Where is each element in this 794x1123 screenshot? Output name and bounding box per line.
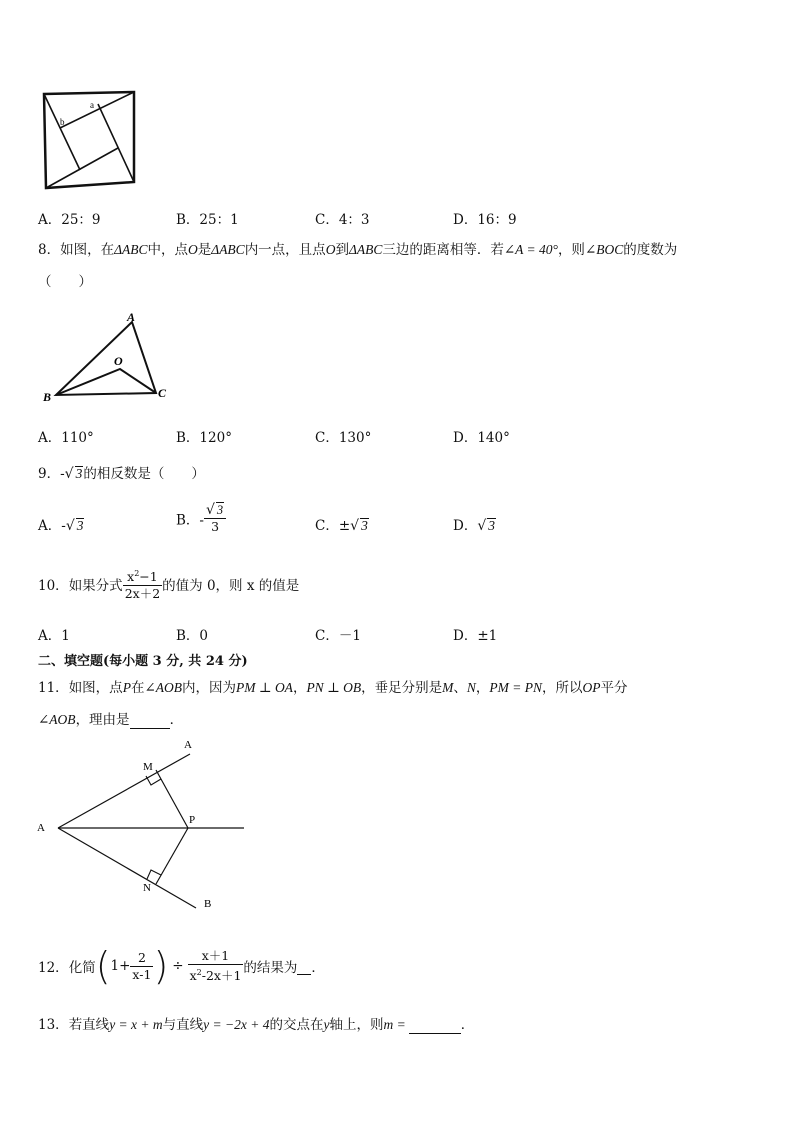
- fraction-denominator: [188, 965, 244, 984]
- q11-label-n: N: [143, 882, 151, 894]
- q7-segment: [44, 94, 80, 170]
- q10-stem: [38, 566, 299, 602]
- q11-text: ，所以: [542, 680, 583, 696]
- q12-den-exp: 2: [196, 968, 202, 977]
- q13-math: m =: [383, 1017, 406, 1032]
- q9-option-d-radicand: 3: [488, 518, 495, 533]
- q11-text: 、: [453, 680, 467, 696]
- q8-paren: （ ）: [38, 274, 92, 290]
- q13-text: 若直线: [68, 1017, 110, 1033]
- q8-text: 到: [335, 242, 349, 258]
- q9-option-d-prefix: D．: [453, 518, 478, 534]
- q12-answer-blank[interactable]: [297, 958, 311, 975]
- q8-label-a: A: [127, 310, 136, 324]
- q8-option-c[interactable]: C．130°: [315, 430, 372, 446]
- q13-answer-blank[interactable]: [409, 1017, 461, 1034]
- q9-radicand: 3: [75, 466, 83, 481]
- q8-math: ΔABC: [114, 242, 148, 257]
- q12-fraction: [188, 948, 244, 984]
- q11-math: PN ⊥ OB: [306, 680, 362, 695]
- radical-sign: √: [65, 518, 75, 534]
- q11-text: ，垂足分别是: [361, 680, 443, 696]
- q11-math: M: [442, 680, 454, 695]
- left-paren: (: [95, 944, 111, 989]
- radical-sign: √: [64, 466, 74, 482]
- q8-number: 8．: [38, 242, 61, 258]
- q8-text: 中，点: [147, 242, 189, 258]
- q8-text: 内一点，且点: [244, 242, 326, 258]
- q7-label-a: a: [90, 100, 94, 110]
- fraction-denominator: 3: [211, 519, 220, 534]
- q11-text: ，: [292, 680, 307, 696]
- q12-number: 12．: [38, 960, 69, 977]
- q9-text: 的相反数是（ ）: [83, 466, 205, 482]
- q8-label-b: B: [43, 390, 52, 404]
- q13-text: ．: [460, 1017, 475, 1033]
- q11-math: PM ⊥ OA: [236, 680, 293, 695]
- q12-divide: ÷: [172, 958, 184, 975]
- radical-sign: √: [350, 518, 360, 534]
- q11-math: PM = PN: [489, 680, 543, 695]
- q10-option-c[interactable]: C．－1: [315, 628, 361, 644]
- q11-figure: [30, 732, 250, 914]
- q7-outer-square: [44, 92, 134, 188]
- q7-segment: [46, 148, 118, 188]
- q9-option-c-radicand: 3: [361, 518, 368, 533]
- q13-stem: [38, 1013, 474, 1034]
- fraction-denominator: 2x＋2: [124, 586, 161, 602]
- q13-math: y = x + m: [109, 1017, 163, 1032]
- q11-text: 如图，点: [68, 680, 123, 696]
- q10-option-b[interactable]: B．0: [176, 628, 209, 644]
- q12-one-plus: 1+: [110, 958, 131, 975]
- q8-text: 如图，在: [60, 242, 115, 258]
- q9-option-b-fraction: [204, 502, 226, 535]
- q12-inner-fraction: [130, 950, 153, 983]
- q8-text: ，则: [557, 242, 585, 258]
- radical-sign: √: [205, 502, 215, 518]
- q8-label-c: C: [158, 386, 167, 400]
- q8-math: ∠BOC: [584, 242, 624, 257]
- q8-text: 的度数为: [623, 242, 678, 258]
- q11-math: OP: [582, 680, 601, 695]
- q12-stem: [38, 944, 325, 989]
- q9-option-d[interactable]: [453, 514, 496, 534]
- q13-text: 与直线: [162, 1017, 204, 1033]
- q8-option-a[interactable]: A．110°: [38, 430, 94, 446]
- q11-label-a-top: A: [184, 739, 192, 751]
- q9-option-b-radicand: 3: [216, 503, 224, 517]
- q10-text: 如果分式: [68, 578, 123, 595]
- q11-math: P: [122, 680, 131, 695]
- fraction-numerator: 2: [130, 950, 153, 967]
- q11-math: ∠AOB: [38, 712, 76, 727]
- q12-text: 化简: [68, 960, 96, 977]
- fraction-numerator: [123, 566, 162, 586]
- right-paren: ): [153, 944, 169, 989]
- fraction-numerator: [204, 502, 226, 519]
- fraction-numerator: x＋1: [188, 948, 244, 965]
- q10-option-d[interactable]: D．±1: [453, 628, 498, 644]
- q11-label-m: M: [143, 761, 153, 773]
- q7-option-c[interactable]: C．4：3: [315, 212, 370, 228]
- q11-text: ．: [169, 712, 184, 728]
- q9-option-c[interactable]: [315, 514, 369, 534]
- q8-math: O: [325, 242, 336, 257]
- q12-den-rest: -2x＋1: [201, 968, 242, 984]
- q13-text: 的交点在: [269, 1017, 324, 1033]
- q7-figure: [40, 88, 140, 192]
- q10-num-x: x: [127, 569, 135, 585]
- section-title: 二、填空题(每小题 3 分, 共 24 分): [38, 654, 248, 669]
- q8-math: ΔABC: [211, 242, 245, 257]
- q8-bisectors: [56, 369, 156, 395]
- q11-stem-line2: [38, 708, 183, 729]
- q8-label-o: O: [114, 354, 123, 368]
- q11-number: 11．: [38, 680, 69, 696]
- q7-option-d[interactable]: D．16：9: [453, 212, 517, 228]
- q13-math: y: [323, 1017, 330, 1032]
- q13-math: y = −2x + 4: [203, 1017, 270, 1032]
- q10-num-exp: 2: [134, 569, 140, 578]
- q13-text: 轴上，则: [329, 1017, 384, 1033]
- q13-number: 13．: [38, 1017, 69, 1033]
- q7-segment: [60, 92, 134, 128]
- q8-text: 是: [197, 242, 212, 258]
- q8-option-b[interactable]: B．120°: [176, 430, 232, 446]
- q11-stem: [38, 676, 628, 696]
- q9-option-a-radicand: 3: [76, 518, 84, 533]
- q10-option-a[interactable]: A．1: [38, 628, 70, 644]
- q11-math: N: [466, 680, 476, 695]
- q11-text: ，理由是: [75, 712, 130, 728]
- q11-label-b: B: [204, 898, 212, 910]
- q11-label-a-left: A: [37, 822, 45, 834]
- q8-math: ΔABC: [348, 242, 383, 257]
- q11-math: ∠AOB: [144, 680, 182, 695]
- q8-math: ∠A = 40°: [503, 242, 558, 257]
- radical-sign: √: [477, 518, 487, 534]
- q10-text: 的值为 0，则 x 的值是: [162, 578, 300, 595]
- q8-stem: [38, 238, 677, 258]
- q9-option-a[interactable]: [38, 514, 84, 534]
- q9-minus: -: [60, 466, 65, 482]
- q12-text: ．: [311, 960, 325, 977]
- q9-stem: [38, 462, 205, 482]
- q11-text: ，: [475, 680, 490, 696]
- q10-num-rest: −1: [139, 569, 158, 585]
- q9-option-c-prefix: C．±: [315, 518, 351, 534]
- q7-option-a[interactable]: A．25：9: [38, 212, 101, 228]
- q10-fraction: [123, 566, 162, 602]
- q8-figure: [40, 305, 180, 405]
- q7-segment: [98, 104, 134, 182]
- q8-math: O: [188, 242, 198, 257]
- q9-option-b-prefix: B．-: [176, 512, 204, 529]
- q11-text: 内，因为: [182, 680, 236, 696]
- q9-number: 9．: [38, 466, 61, 482]
- q9-option-a-prefix: A．-: [38, 518, 66, 534]
- q11-answer-blank[interactable]: [130, 712, 170, 729]
- q12-den-x: x: [189, 968, 197, 984]
- q11-right-angle-n: [147, 870, 161, 879]
- q8-option-d[interactable]: D．140°: [453, 430, 510, 446]
- q11-ray-oa: [58, 754, 190, 828]
- q11-segment-pn: [156, 828, 188, 884]
- q11-ray-ob: [58, 828, 196, 908]
- q12-text: 的结果为: [243, 960, 298, 977]
- q10-number: 10．: [38, 578, 69, 595]
- q8-text: 三边的距离相等．若: [382, 242, 504, 258]
- q7-label-b: b: [60, 117, 65, 127]
- q11-text: 在: [130, 680, 145, 696]
- q7-option-b[interactable]: B．25：1: [176, 212, 239, 228]
- fraction-denominator: x-1: [132, 966, 152, 982]
- q9-option-b[interactable]: [176, 502, 226, 535]
- q11-label-p: P: [189, 814, 196, 826]
- q11-text: 平分: [600, 680, 628, 696]
